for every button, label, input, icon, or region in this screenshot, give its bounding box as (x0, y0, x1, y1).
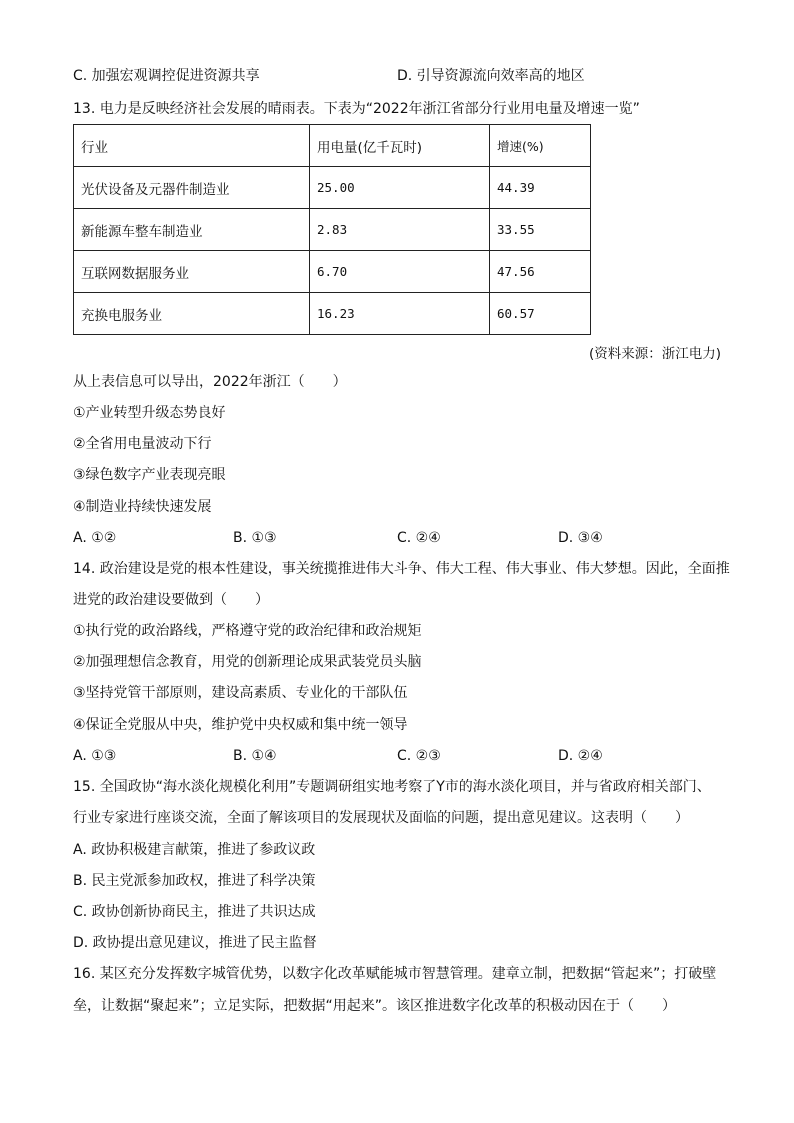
table-cell-usage: 25.00 (310, 167, 490, 209)
table-cell-growth: 33.55 (490, 209, 591, 251)
q14-choice-a: A. ①③ (73, 748, 117, 764)
q15-option-c: C. 政协创新协商民主，推进了共识达成 (73, 904, 316, 920)
q16-stem-line-2: 垒，让数据“聚起来”；立足实际，把数据“用起来”。该区推进数字化改革的积极动因在于（ ） (73, 998, 677, 1014)
q15-stem-line-2: 行业专家进行座谈交流，全面了解该项目的发展现状及面临的问题，提出意见建议。这表明（ ） (73, 810, 689, 826)
q14-item-4: ④保证全党服从中央，维护党中央权威和集中统一领导 (73, 717, 408, 733)
table-header-usage: 用电量(亿千瓦时) (310, 125, 490, 167)
table-cell-industry: 光伏设备及元器件制造业 (74, 167, 310, 209)
q14-choice-b: B. ①④ (233, 748, 277, 764)
table-cell-usage: 2.83 (310, 209, 490, 251)
q12-option-c: C. 加强宏观调控促进资源共享 (73, 68, 260, 84)
table-source: (资料来源：浙江电力) (588, 346, 721, 362)
q13-stem: 13. 电力是反映经济社会发展的晴雨表。下表为“2022年浙江省部分行业用电量及增速一览” (73, 101, 640, 117)
table-row (74, 167, 591, 209)
electricity-table (73, 124, 591, 335)
q12-option-d: D. 引导资源流向效率高的地区 (397, 68, 585, 84)
q13-choice-b: B. ①③ (233, 530, 277, 546)
table-cell-growth: 47.56 (490, 251, 591, 293)
q13-item-1: ①产业转型升级态势良好 (73, 405, 226, 421)
table-header-row (74, 125, 591, 167)
q13-choice-c: C. ②④ (397, 530, 441, 546)
q14-stem-line-1: 14. 政治建设是党的根本性建设，事关统揽推进伟大斗争、伟大工程、伟大事业、伟大梦想。因此，全面推 (73, 561, 730, 577)
table-row (74, 251, 591, 293)
q14-stem-line-2: 进党的政治建设要做到（ ） (73, 592, 269, 608)
table-cell-growth: 44.39 (490, 167, 591, 209)
q13-item-2: ②全省用电量波动下行 (73, 436, 212, 452)
q15-option-a: A. 政协积极建言献策，推进了参政议政 (73, 842, 316, 858)
table-cell-industry: 充换电服务业 (74, 293, 310, 335)
q14-item-2: ②加强理想信念教育，用党的创新理论成果武装党员头脑 (73, 654, 422, 670)
q13-choice-d: D. ③④ (558, 530, 603, 546)
q14-item-3: ③坚持党管干部原则，建设高素质、专业化的干部队伍 (73, 685, 408, 701)
q13-choice-a: A. ①② (73, 530, 117, 546)
table-row (74, 293, 591, 335)
table-cell-industry: 新能源车整车制造业 (74, 209, 310, 251)
table-cell-industry: 互联网数据服务业 (74, 251, 310, 293)
q15-option-b: B. 民主党派参加政权，推进了科学决策 (73, 873, 316, 889)
table-header-growth: 增速(%) (490, 125, 591, 167)
q15-option-d: D. 政协提出意见建议，推进了民主监督 (73, 935, 317, 951)
table-cell-usage: 6.70 (310, 251, 490, 293)
table-cell-growth: 60.57 (490, 293, 591, 335)
table-header-industry: 行业 (74, 125, 310, 167)
q16-stem-line-1: 16. 某区充分发挥数字城管优势，以数字化改革赋能城市智慧管理。建章立制，把数据“管起来”；打破壁 (73, 966, 717, 982)
table-row (74, 209, 591, 251)
q13-item-4: ④制造业持续快速发展 (73, 499, 212, 515)
table-cell-usage: 16.23 (310, 293, 490, 335)
q13-question: 从上表信息可以导出，2022年浙江（ ） (73, 374, 347, 390)
q14-choice-d: D. ②④ (558, 748, 603, 764)
q14-item-1: ①执行党的政治路线，严格遵守党的政治纪律和政治规矩 (73, 623, 422, 639)
q13-item-3: ③绿色数字产业表现亮眼 (73, 467, 226, 483)
q14-choice-c: C. ②③ (397, 748, 441, 764)
q15-stem-line-1: 15. 全国政协“海水淡化规模化利用”专题调研组实地考察了Y市的海水淡化项目，并与省政府相关部门、 (73, 779, 711, 795)
